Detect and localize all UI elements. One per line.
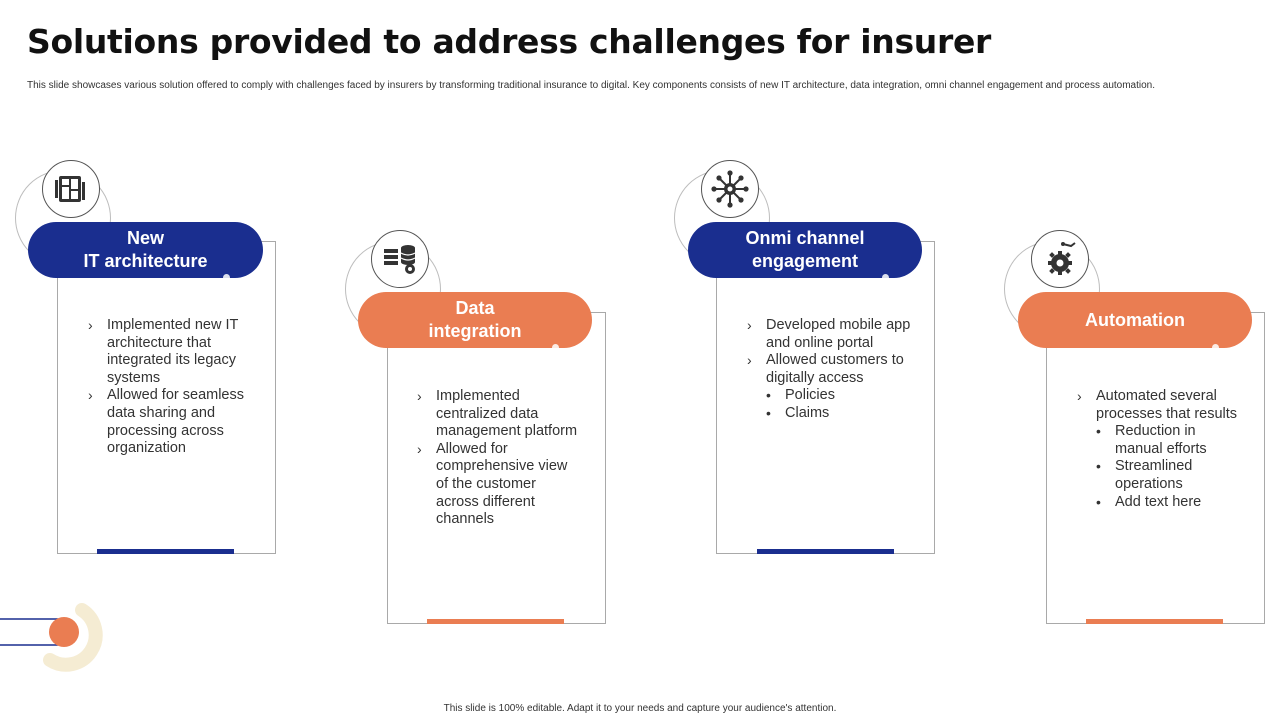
list-item: › Allowed for seamless data sharing and processing across organization [88,387,253,457]
page-subtitle: This slide showcases various solution offered to comply with challenges faced by insurers by transforming traditional insurance to digital. Key components consists of new IT architecture, data integration, omni channel engagement and process automation. [27,80,1156,91]
card-accent-bar [757,549,894,554]
card-accent-bar [1086,619,1223,624]
page-footer: This slide is 100% editable. Adapt it to your needs and capture your audience's attention. [443,703,837,714]
card-heading: Automation [1085,309,1185,330]
list-item: • Claims [747,405,912,423]
list-item: • Add text here [1077,494,1242,512]
blueprint-icon [42,160,100,218]
card-heading: Data integration [428,298,522,341]
gear-automation-icon [1031,230,1089,288]
list-item: • Policies [747,387,912,405]
list-item: › Allowed customers to digitally access [747,352,912,387]
card-points [747,317,912,423]
list-item: › Allowed for comprehensive view of the customer across different channels [417,441,582,529]
card-accent-bar [427,619,564,624]
card-points [417,388,582,529]
card-heading-pill [28,222,263,278]
list-item: › Developed mobile app and online portal [747,317,912,352]
list-item: • Streamlined operations [1077,458,1242,493]
card-accent-bar [97,549,234,554]
card-heading: New IT architecture [83,228,208,271]
database-server-icon [371,230,429,288]
list-item: • Reduction in manual efforts [1077,423,1242,458]
list-item: › Implemented new IT architecture that integrated its legacy systems [88,317,253,387]
page-title: Solutions provided to address challenges for insurer [27,22,992,61]
decorative-circle-graphic [0,600,110,672]
card-heading: Onmi channel engagement [745,228,865,271]
card-heading-pill [358,292,592,348]
card-heading-pill [688,222,922,278]
list-item: › Implemented centralized data management platform [417,388,582,441]
network-hub-icon [701,160,759,218]
card-heading-pill [1018,292,1252,348]
card-points [1077,388,1242,511]
card-points [88,317,253,458]
list-item: › Automated several processes that results [1077,388,1242,423]
